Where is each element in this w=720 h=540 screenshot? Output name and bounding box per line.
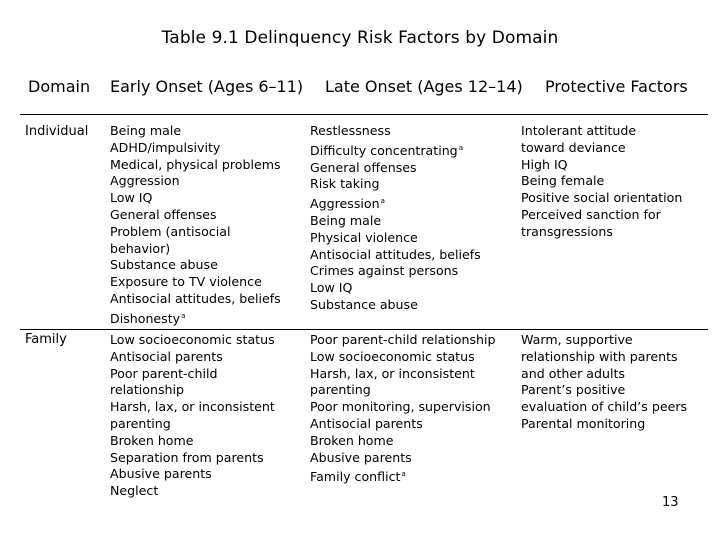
row-divider — [20, 329, 708, 330]
list-item: relationship with parents — [521, 348, 678, 364]
list-item-text: Dishonesty — [110, 310, 181, 326]
list-item: Poor parent-child — [110, 365, 218, 381]
list-item: Low IQ — [110, 190, 153, 206]
list-item: Being female — [521, 173, 605, 189]
list-item: Positive social orientation — [521, 190, 683, 206]
list-item: Parent’s positive — [521, 382, 626, 398]
list-item: Being male — [110, 123, 182, 138]
family-late-onset-cell — [310, 332, 496, 486]
list-item: Abusive parents — [110, 466, 212, 482]
list-item: evaluation of child’s peers — [521, 399, 688, 415]
list-item: Broken home — [310, 432, 394, 448]
family-protective-cell — [521, 332, 687, 433]
list-item: Antisocial parents — [110, 348, 223, 364]
list-item: Neglect — [110, 483, 159, 499]
list-item: Antisocial parents — [310, 415, 423, 431]
list-item: Perceived sanction for — [521, 206, 661, 222]
list-item: Substance abuse — [310, 296, 418, 312]
list-item — [310, 140, 481, 160]
list-item: Risk taking — [310, 176, 380, 192]
list-item: Harsh, lax, or inconsistent — [110, 399, 275, 415]
list-item-text: Family conflict — [310, 469, 401, 485]
list-item: Being male — [310, 212, 382, 228]
list-item: Broken home — [110, 432, 194, 448]
list-item: parenting — [310, 382, 371, 398]
list-item: toward deviance — [521, 139, 626, 155]
list-item — [310, 193, 481, 213]
individual-protective-cell — [521, 123, 682, 241]
header-late-onset: Late Onset (Ages 12–14) — [325, 77, 523, 96]
list-item: Harsh, lax, or inconsistent — [310, 365, 475, 381]
list-item: Poor parent-child relationship — [310, 332, 496, 347]
list-item: Restlessness — [310, 123, 391, 138]
list-item: General offenses — [310, 159, 417, 175]
footnote-marker: a — [380, 197, 385, 206]
list-item: Exposure to TV violence — [110, 274, 262, 290]
list-item: Abusive parents — [310, 449, 412, 465]
row-label-family: Family — [25, 332, 67, 347]
list-item: ADHD/impulsivity — [110, 139, 221, 155]
individual-late-onset-cell — [310, 123, 481, 314]
footnote-marker: a — [401, 470, 406, 479]
list-item: Warm, supportive — [521, 332, 633, 347]
footnote-marker: a — [458, 143, 463, 152]
header-protective-factors: Protective Factors — [545, 77, 688, 96]
list-item: Low IQ — [310, 280, 353, 296]
list-item: General offenses — [110, 206, 217, 222]
list-item: Antisocial attitudes, beliefs — [310, 246, 481, 262]
header-domain: Domain — [28, 77, 91, 96]
header-divider — [20, 114, 708, 115]
header-early-onset: Early Onset (Ages 6–11) — [110, 77, 304, 96]
list-item: Low socioeconomic status — [110, 332, 275, 347]
list-item: Separation from parents — [110, 449, 264, 465]
individual-early-onset-cell — [110, 123, 281, 328]
table-title: Table 9.1 Delinquency Risk Factors by Domain — [161, 28, 559, 48]
list-item: Poor monitoring, supervision — [310, 399, 491, 415]
list-item: High IQ — [521, 156, 568, 172]
footnote-marker: a — [181, 311, 186, 320]
family-early-onset-cell — [110, 332, 275, 500]
row-label-individual: Individual — [25, 124, 89, 139]
list-item: Crimes against persons — [310, 263, 459, 279]
list-item: Medical, physical problems — [110, 156, 281, 172]
list-item — [310, 466, 496, 486]
list-item: relationship — [110, 382, 185, 398]
list-item: Problem (antisocial — [110, 223, 231, 239]
list-item-text: Aggression — [310, 196, 380, 212]
list-item: Aggression — [110, 173, 180, 189]
list-item: Substance abuse — [110, 257, 218, 273]
list-item: Low socioeconomic status — [310, 348, 475, 364]
list-item: transgressions — [521, 223, 613, 239]
list-item: Antisocial attitudes, beliefs — [110, 290, 281, 306]
list-item: behavior) — [110, 240, 171, 256]
list-item — [110, 308, 281, 328]
list-item: Intolerant attitude — [521, 123, 637, 138]
page-number: 13 — [662, 495, 679, 510]
list-item: Parental monitoring — [521, 415, 646, 431]
list-item: Physical violence — [310, 229, 418, 245]
list-item-text: Difficulty concentrating — [310, 142, 458, 158]
list-item: and other adults — [521, 365, 625, 381]
list-item: parenting — [110, 415, 171, 431]
